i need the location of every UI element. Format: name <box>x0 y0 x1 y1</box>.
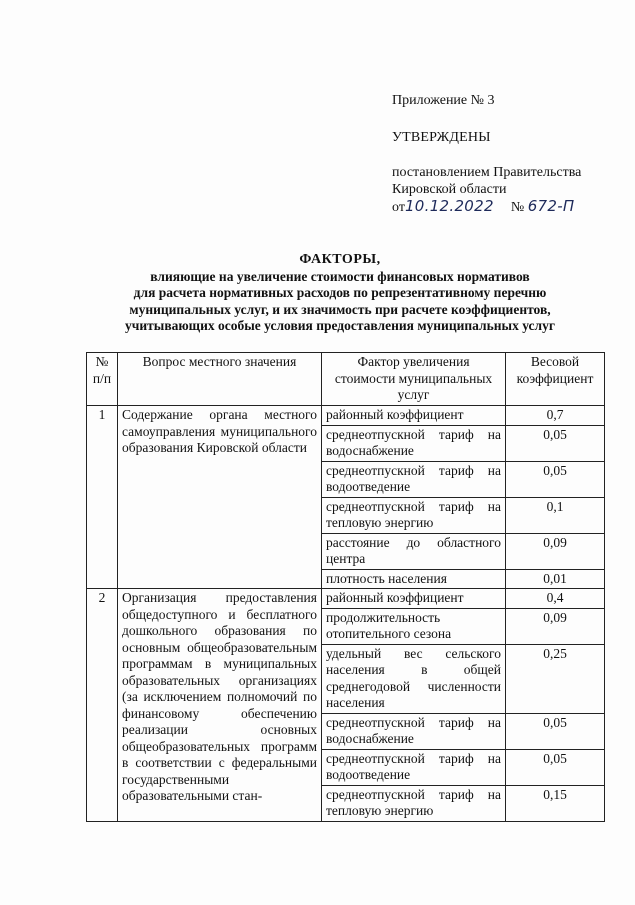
weight-cell: 0,05 <box>506 713 605 749</box>
factor-cell: среднеотпускной тариф на водоснабжение <box>322 713 506 749</box>
resolution-line-2: Кировской области <box>392 182 507 197</box>
factor-cell: среднеотпускной тариф на водоотведение <box>322 749 506 785</box>
group-1-num: 1 <box>87 406 118 589</box>
header-num: № п/п <box>87 353 118 406</box>
handwritten-date: 10.12.2022 <box>404 197 494 215</box>
table-row <box>87 406 605 426</box>
weight-cell: 0,05 <box>506 749 605 785</box>
number-prefix: № <box>510 200 525 215</box>
weight-cell: 0,25 <box>506 644 605 713</box>
resolution-date-line <box>392 198 627 216</box>
approval-block <box>392 92 627 216</box>
factor-cell: районный коэффициент <box>322 589 506 609</box>
title-line-2: для расчета нормативных расходов по репрезентативному перечню <box>133 285 547 300</box>
table-row <box>87 589 605 609</box>
header-factor: Фактор увеличения стоимости муниципальных услуг <box>322 353 506 406</box>
weight-cell: 0,09 <box>506 608 605 644</box>
factor-cell: плотность населения <box>322 569 506 589</box>
header-issue: Вопрос местного значения <box>118 353 322 406</box>
weight-cell: 0,05 <box>506 425 605 461</box>
group-2-issue: Организация предоставления общедоступного и бесплатного дошкольного образования по основным общеобразовательным программам в муниципальных образовательных организациях (за исключением полномочий по финансовому обеспечению реализации основных общеобразовательных программ в соответствии с федеральными государственными образовательными стан- <box>118 589 322 822</box>
factor-cell: среднеотпускной тариф на тепловую энергию <box>322 497 506 533</box>
weight-cell: 0,01 <box>506 569 605 589</box>
weight-cell: 0,05 <box>506 461 605 497</box>
factor-cell: среднеотпускной тариф на водоснабжение <box>322 425 506 461</box>
weight-cell: 0,4 <box>506 589 605 609</box>
resolution-line-1: постановлением Правительства <box>392 165 582 180</box>
title-line-4: учитывающих особые условия предоставления муниципальных услуг <box>125 318 555 333</box>
factor-cell: удельный вес сельского населения в общей среднегодовой численности населения <box>322 644 506 713</box>
factor-cell: расстояние до областного центра <box>322 533 506 569</box>
weight-cell: 0,09 <box>506 533 605 569</box>
weight-cell: 0,15 <box>506 785 605 821</box>
factor-cell: продолжительность отопительного сезона <box>322 608 506 644</box>
group-2-num: 2 <box>87 589 118 822</box>
weight-cell: 0,1 <box>506 497 605 533</box>
factor-cell: среднеотпускной тариф на водоотведение <box>322 461 506 497</box>
date-prefix: от <box>392 200 405 215</box>
factor-cell: районный коэффициент <box>322 406 506 426</box>
appendix-label: Приложение № 3 <box>392 93 495 108</box>
table-header-row <box>87 353 605 406</box>
title-line-3: муниципальных услуг, и их значимость при расчете коэффициентов, <box>129 301 551 317</box>
title-line-1: влияющие на увеличение стоимости финансовых нормативов <box>150 268 530 284</box>
factors-table <box>86 352 605 822</box>
factor-cell: среднеотпускной тариф на тепловую энергию <box>322 785 506 821</box>
group-1-issue: Содержание органа местного самоуправления муниципального образования Кировской области <box>118 406 322 589</box>
weight-cell: 0,7 <box>506 406 605 426</box>
header-weight: Весовой коэффициент <box>506 353 605 406</box>
title-main: ФАКТОРЫ, <box>299 252 381 267</box>
document-title <box>60 252 620 335</box>
approved-label: УТВЕРЖДЕНЫ <box>392 130 491 145</box>
handwritten-number: 672-П <box>527 197 575 215</box>
